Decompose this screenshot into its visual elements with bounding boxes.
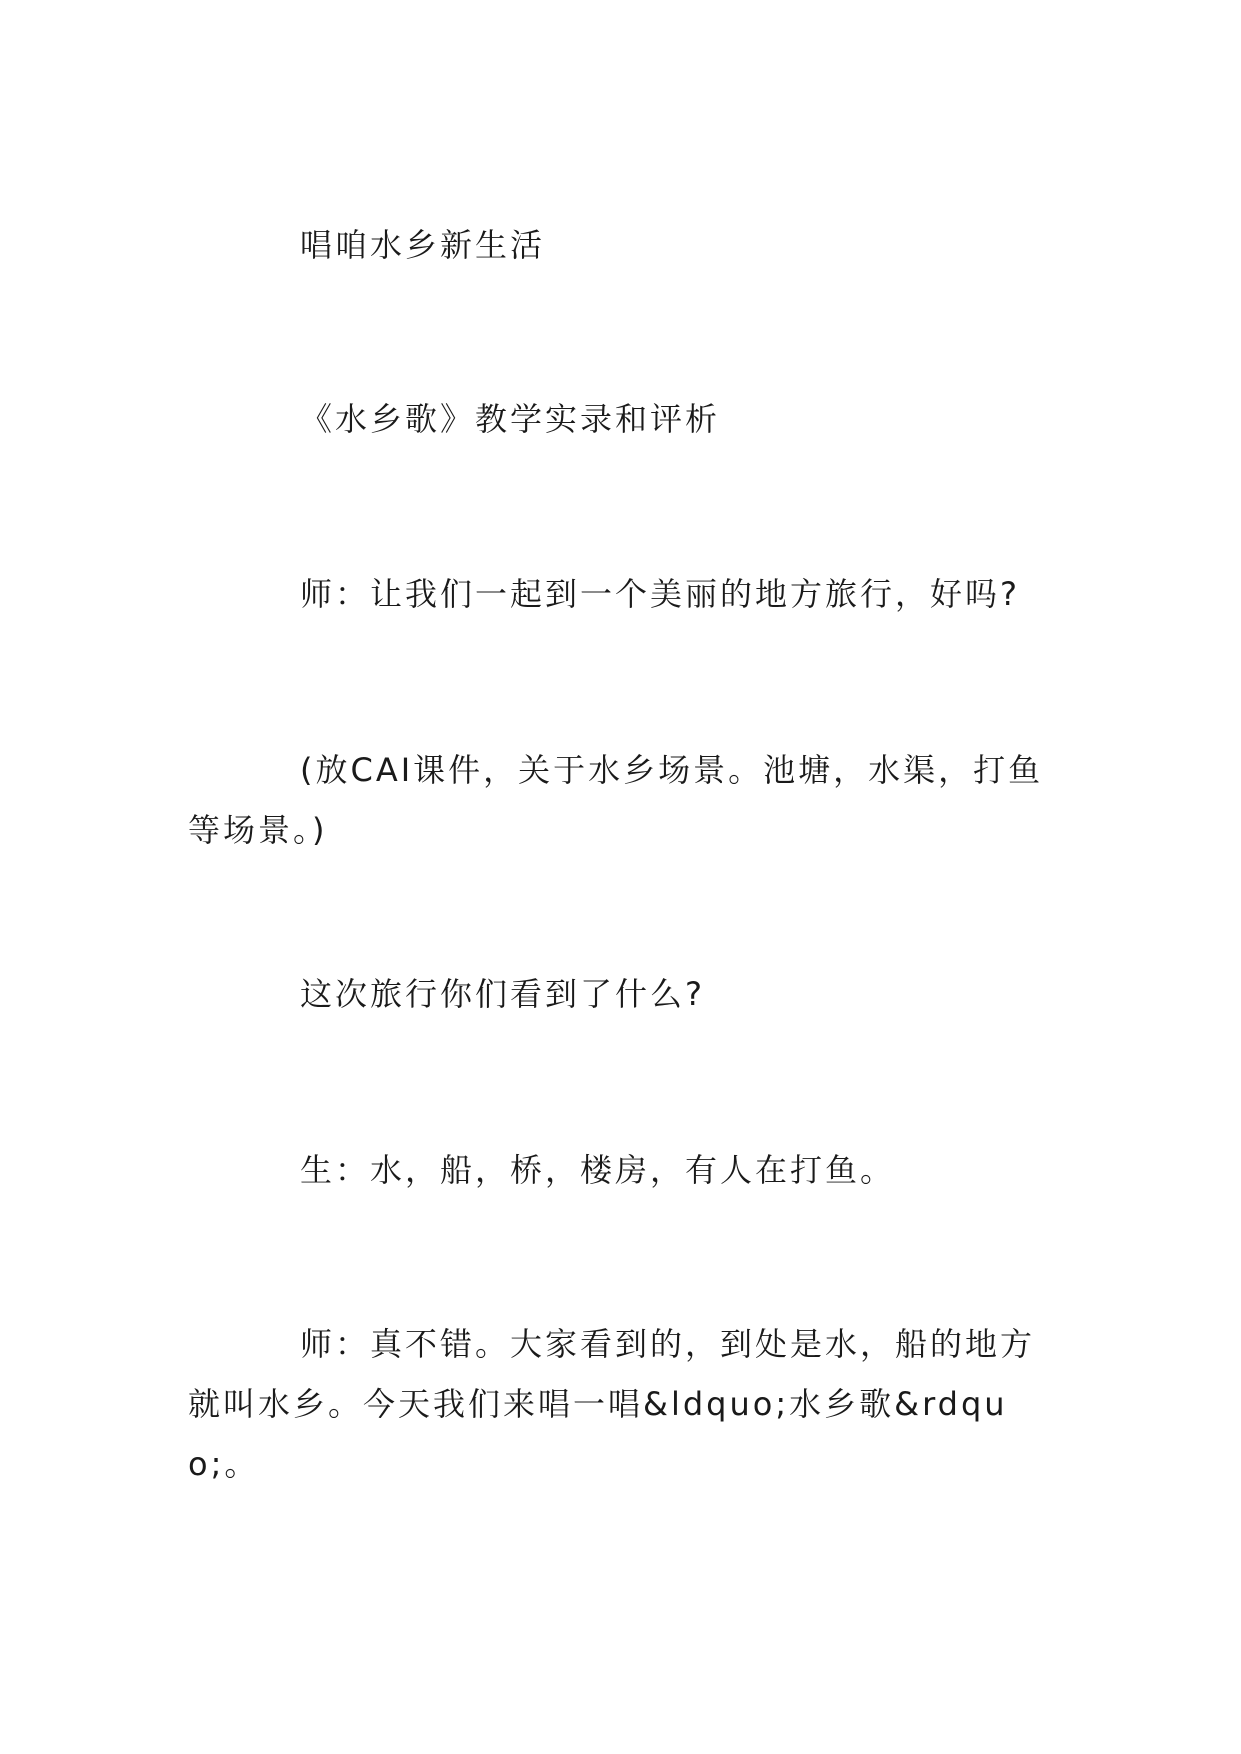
document-subtitle: 《水乡歌》教学实录和评析	[300, 400, 721, 438]
paragraph-question: 这次旅行你们看到了什么?	[300, 975, 705, 1013]
paragraph-stage-direction: (放CAI课件，关于水乡场景。池塘，水渠，打鱼等场景。)	[188, 751, 1044, 849]
document-title: 唱咱水乡新生活	[300, 226, 546, 264]
paragraph-teacher-summary: 师：真不错。大家看到的，到处是水，船的地方就叫水乡。今天我们来唱一唱&ldquo;水乡歌&rdquo;。	[188, 1325, 1036, 1483]
paragraph-student-answer: 生：水，船，桥，楼房，有人在打鱼。	[300, 1151, 896, 1189]
paragraph-teacher-question: 师：让我们一起到一个美丽的地方旅行，好吗?	[300, 575, 1020, 613]
